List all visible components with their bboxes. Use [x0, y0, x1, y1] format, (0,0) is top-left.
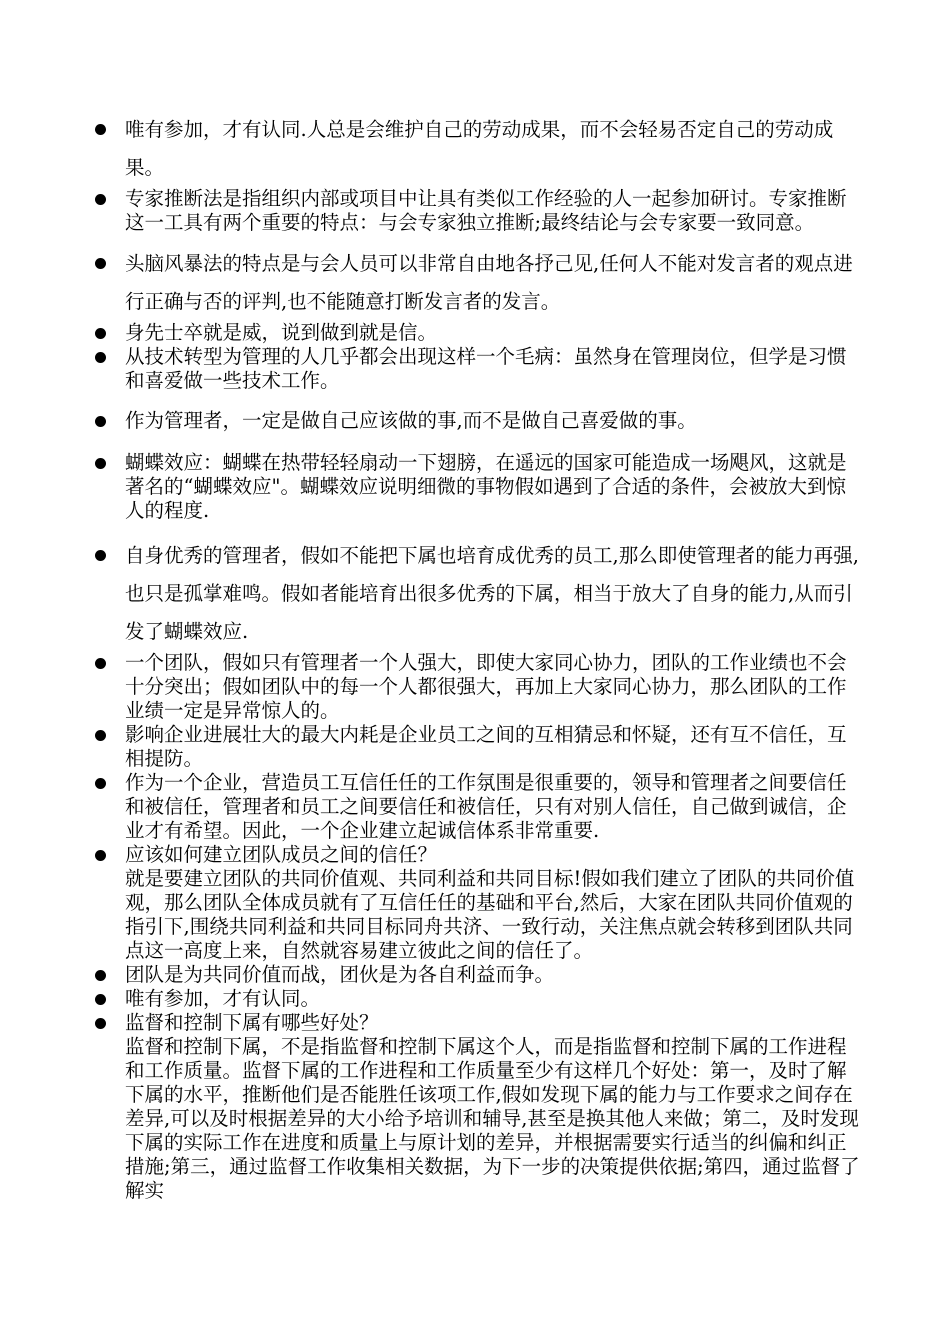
- bullet-icon: [95, 778, 106, 789]
- paragraph: 唯有参加，才有认同。: [125, 987, 321, 1010]
- list-item: [95, 651, 865, 723]
- paragraph: 唯有参加，才有认同.人总是会维护自己的劳动成果，而不会轻易否定自己的劳动成果。: [125, 118, 834, 179]
- list-item: [95, 963, 865, 987]
- list-item: [95, 771, 865, 843]
- list-item: [95, 321, 865, 345]
- list-item: [95, 111, 865, 187]
- bullet-list: [95, 111, 865, 1203]
- bullet-icon: [95, 352, 106, 363]
- bullet-icon: [95, 458, 106, 469]
- paragraph: 蝴蝶效应：蝴蝶在热带轻轻扇动一下翅膀，在遥远的国家可能造成一场飓风，这就是著名的“蝴蝶效应"。蝴蝶效应说明细微的事物假如遇到了合适的条件，会被放大到惊人的程度.: [125, 451, 847, 522]
- bullet-icon: [95, 658, 106, 669]
- paragraph: 身先士卒就是威，说到做到就是信。: [125, 321, 438, 344]
- list-item: [95, 187, 865, 235]
- answer: 就是要建立团队的共同价值观、共同利益和共同目标!假如我们建立了团队的共同价值观，那么团队全体成员就有了互信任任的基础和平台,然后，大家在团队共同价值观的指引下,围绕共同利益和共同目标同舟共济、一致行动，关注焦点就会转移到团队共同点这一高度上来，自然就容易建立彼此之间的信任了。: [125, 867, 855, 962]
- bullet-icon: [95, 258, 106, 269]
- bullet-icon: [95, 1018, 106, 1029]
- bullet-icon: [95, 850, 106, 861]
- paragraph: 影响企业进展壮大的最大内耗是企业员工之间的互相猜忌和怀疑，还有互不信任，互相提防。: [125, 723, 847, 770]
- list-item: [95, 723, 865, 771]
- list-item: [95, 451, 865, 523]
- list-item: [95, 409, 865, 433]
- answer: 监督和控制下属，不是指监督和控制下属这个人，而是指监督和控制下属的工作进程和工作质量。监督下属的工作进程和工作质量至少有这样几个好处：第一，及时了解下属的水平，推断他们是否能胜任该项工作,假如发现下属的能力与工作要求之间存在差异,可以及时根据差异的大小给予培训和辅导,甚至是换其他人来做；第二，及时发现下属的实际工作在进度和质量上与原计划的差异，并根据需要实行适当的纠偏和纠正措施;第三，通过监督工作收集相关数据，为下一步的决策提供依据;第四，通过监督了解实: [125, 1035, 860, 1202]
- question: 监督和控制下属有哪些好处？: [125, 1011, 379, 1034]
- paragraph: 团队是为共同价值而战，团伙是为各自利益而争。: [125, 963, 555, 986]
- paragraph: 专家推断法是指组织内部或项目中让具有类似工作经验的人一起参加研讨。专家推断这一工具有两个重要的特点：与会专家独立推断;最终结论与会专家要一致同意。: [125, 187, 847, 234]
- paragraph: 作为管理者，一定是做自己应该做的事,而不是做自己喜爱做的事。: [125, 409, 697, 432]
- list-item: [95, 537, 865, 651]
- paragraph: 头脑风暴法的特点是与会人员可以非常自由地各抒己见,任何人不能对发言者的观点进行正确与否的评判,也不能随意打断发言者的发言。: [125, 252, 853, 313]
- list-item: [95, 345, 865, 393]
- bullet-icon: [95, 124, 106, 135]
- paragraph: 作为一个企业，营造员工互信任任的工作氛围是很重要的，领导和管理者之间要信任和被信任，管理者和员工之间要信任和被信任，只有对别人信任，自己做到诚信，企业才有希望。因此，一个企业建立起诚信体系非常重要.: [125, 771, 847, 842]
- list-item: [95, 843, 865, 963]
- paragraph: 从技术转型为管理的人几乎都会出现这样一个毛病：虽然身在管理岗位，但学是习惯和喜爱做一些技术工作。: [125, 345, 847, 392]
- list-item: [95, 987, 865, 1011]
- bullet-icon: [95, 970, 106, 981]
- list-item: [95, 1011, 865, 1203]
- paragraph: 自身优秀的管理者，假如不能把下属也培育成优秀的员工,那么即使管理者的能力再强,也只是孤掌难鸣。假如者能培育出很多优秀的下属，相当于放大了自身的能力,从而引发了蝴蝶效应.: [125, 544, 859, 643]
- bullet-icon: [95, 194, 106, 205]
- question: 应该如何建立团队成员之间的信任？: [125, 843, 438, 866]
- list-item: [95, 245, 865, 321]
- bullet-icon: [95, 550, 106, 561]
- bullet-icon: [95, 994, 106, 1005]
- bullet-icon: [95, 416, 106, 427]
- bullet-icon: [95, 730, 106, 741]
- paragraph: 一个团队，假如只有管理者一个人强大，即使大家同心协力，团队的工作业绩也不会十分突出；假如团队中的每一个人都很强大，再加上大家同心协力，那么团队的工作业绩一定是异常惊人的。: [125, 651, 847, 722]
- bullet-icon: [95, 328, 106, 339]
